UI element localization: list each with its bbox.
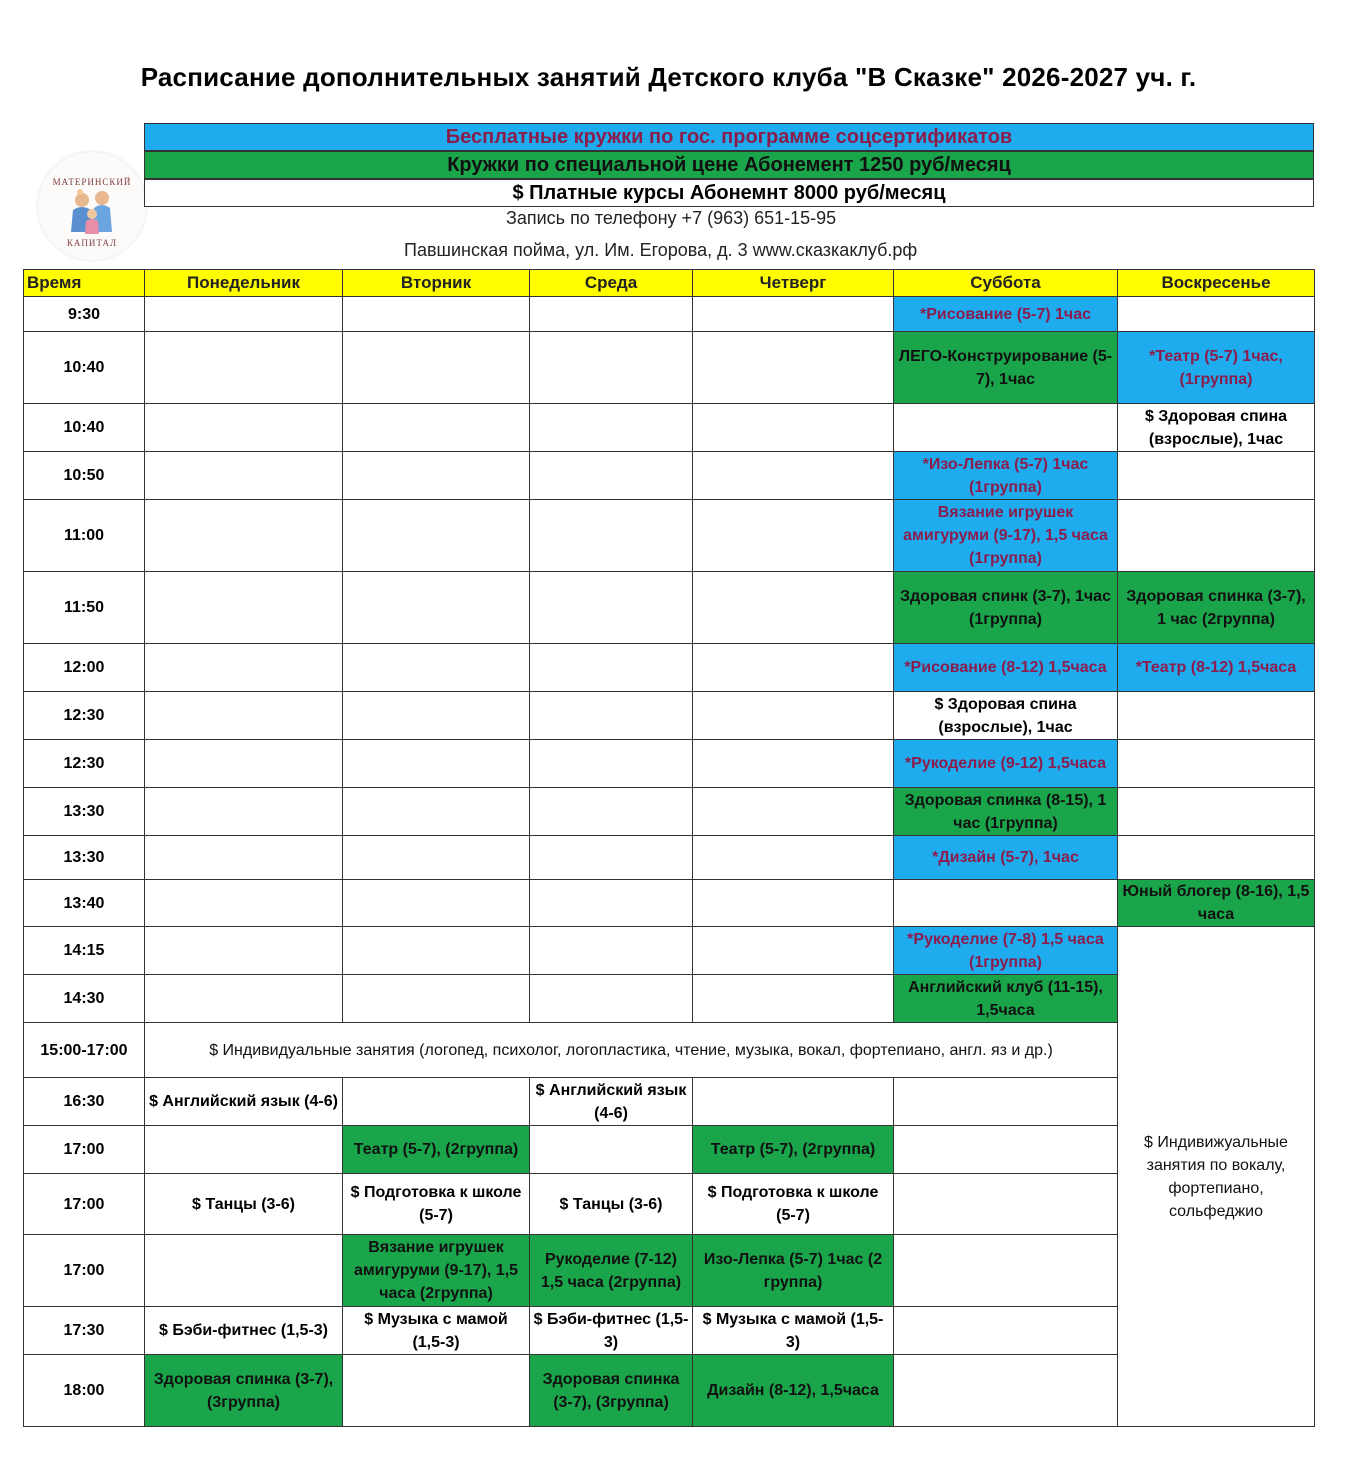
- class-cell: Здоровая спинка (3-7), 1 час (2группа): [1118, 572, 1315, 644]
- time-cell: 9:30: [24, 297, 145, 332]
- class-cell: Юный блогер (8-16), 1,5 часа: [1118, 880, 1315, 927]
- class-cell: Вязание игрушек амигуруми (9-17), 1,5 часа (2группа): [343, 1235, 530, 1307]
- time-cell: 12:00: [24, 644, 145, 692]
- table-row: [24, 297, 1315, 332]
- time-cell: 12:30: [24, 692, 145, 740]
- time-cell: 18:00: [24, 1355, 145, 1427]
- legend-free: Бесплатные кружки по гос. программе соцсертификатов: [144, 123, 1314, 151]
- individual-lessons-cell: $ Индивидуальные занятия (логопед, психолог, логопластика, чтение, музыка, вокал, фортепиано, англ. яз и др.): [145, 1023, 1118, 1078]
- time-cell: 13:30: [24, 788, 145, 836]
- header-thursday: Четверг: [693, 270, 894, 297]
- time-cell: 13:30: [24, 836, 145, 880]
- class-cell: Вязание игрушек амигуруми (9-17), 1,5 часа (1группа): [894, 500, 1118, 572]
- class-cell: Театр (5-7), (2группа): [693, 1126, 894, 1174]
- class-cell: *Рукоделие (7-8) 1,5 часа (1группа): [894, 927, 1118, 975]
- table-row: [24, 644, 1315, 692]
- class-cell: $ Танцы (3-6): [145, 1174, 343, 1235]
- table-row: [24, 332, 1315, 404]
- legend-paid: $ Платные курсы Абонемнт 8000 руб/месяц: [144, 179, 1314, 207]
- time-cell: 17:00: [24, 1235, 145, 1307]
- class-cell: *Дизайн (5-7), 1час: [894, 836, 1118, 880]
- legend-special: Кружки по специальной цене Абонемент 1250 руб/месяц: [144, 151, 1314, 179]
- class-cell: $ Здоровая спина (взрослые), 1час: [1118, 404, 1315, 452]
- time-cell: 17:30: [24, 1307, 145, 1355]
- logo-bottom-text: КАПИТАЛ: [66, 238, 118, 248]
- class-cell: ЛЕГО-Конструирование (5-7), 1час: [894, 332, 1118, 404]
- time-cell: 13:40: [24, 880, 145, 927]
- header-row: [24, 270, 1315, 297]
- time-cell: 15:00-17:00: [24, 1023, 145, 1078]
- header-sunday: Воскресенье: [1118, 270, 1315, 297]
- header-wednesday: Среда: [530, 270, 693, 297]
- time-cell: 17:00: [24, 1174, 145, 1235]
- class-cell: $ Музыка с мамой (1,5-3): [343, 1307, 530, 1355]
- class-cell: *Рукоделие (9-12) 1,5часа: [894, 740, 1118, 788]
- class-cell: *Театр (5-7) 1час, (1группа): [1118, 332, 1315, 404]
- table-row: [24, 404, 1315, 452]
- header-tuesday: Вторник: [343, 270, 530, 297]
- class-cell: $ Английский язык (4-6): [530, 1078, 693, 1126]
- maternity-capital-logo: [38, 152, 146, 260]
- address-line: Павшинская пойма, ул. Им. Егорова, д. 3 www.сказкаклуб.рф: [404, 240, 918, 260]
- class-cell: $ Бэби-фитнес (1,5-3): [530, 1307, 693, 1355]
- time-cell: 10:50: [24, 452, 145, 500]
- table-row: [24, 740, 1315, 788]
- sunday-individual-note: $ Индивижуальные занятия по вокалу, фортепиано, сольфеджио: [1118, 927, 1315, 1427]
- table-row: [24, 788, 1315, 836]
- time-cell: 14:15: [24, 927, 145, 975]
- header-monday: Понедельник: [145, 270, 343, 297]
- class-cell: Здоровая спинк (3-7), 1час (1группа): [894, 572, 1118, 644]
- class-cell: Изо-Лепка (5-7) 1час (2 группа): [693, 1235, 894, 1307]
- class-cell: Здоровая спинка (3-7), (3группа): [530, 1355, 693, 1427]
- class-cell: Здоровая спинка (8-15), 1 час (1группа): [894, 788, 1118, 836]
- class-cell: *Изо-Лепка (5-7) 1час (1группа): [894, 452, 1118, 500]
- table-row: [24, 692, 1315, 740]
- class-cell: $ Музыка с мамой (1,5-3): [693, 1307, 894, 1355]
- time-cell: 12:30: [24, 740, 145, 788]
- time-cell: 10:40: [24, 332, 145, 404]
- header-saturday: Суббота: [894, 270, 1118, 297]
- table-row: [24, 452, 1315, 500]
- table-row: [24, 836, 1315, 880]
- class-cell: $ Английский язык (4-6): [145, 1078, 343, 1126]
- class-cell: Театр (5-7), (2группа): [343, 1126, 530, 1174]
- class-cell: *Театр (8-12) 1,5часа: [1118, 644, 1315, 692]
- class-cell: Здоровая спинка (3-7), (3группа): [145, 1355, 343, 1427]
- time-cell: 10:40: [24, 404, 145, 452]
- table-row: [24, 572, 1315, 644]
- header-time: Время: [24, 270, 145, 297]
- class-cell: *Рисование (5-7) 1час: [894, 297, 1118, 332]
- class-cell: $ Подготовка к школе (5-7): [693, 1174, 894, 1235]
- phone-line: Запись по телефону +7 (963) 651-15-95: [506, 208, 837, 228]
- table-row: [24, 500, 1315, 572]
- class-cell: $ Подготовка к школе (5-7): [343, 1174, 530, 1235]
- class-cell: Дизайн (8-12), 1,5часа: [693, 1355, 894, 1427]
- time-cell: 11:00: [24, 500, 145, 572]
- class-cell: Английский клуб (11-15), 1,5часа: [894, 975, 1118, 1023]
- time-cell: 14:30: [24, 975, 145, 1023]
- class-cell: $ Здоровая спина (взрослые), 1час: [894, 692, 1118, 740]
- time-cell: 11:50: [24, 572, 145, 644]
- class-cell: Рукоделие (7-12) 1,5 часа (2группа): [530, 1235, 693, 1307]
- schedule-table: [23, 269, 1315, 1427]
- time-cell: 16:30: [24, 1078, 145, 1126]
- page-title: Расписание дополнительных занятий Детского клуба "В Сказке" 2026-2027 уч. г.: [140, 62, 1197, 92]
- logo-top-text: МАТЕРИНСКИЙ: [52, 177, 132, 187]
- time-cell: 17:00: [24, 1126, 145, 1174]
- table-row: [24, 880, 1315, 927]
- class-cell: *Рисование (8-12) 1,5часа: [894, 644, 1118, 692]
- class-cell: $ Бэби-фитнес (1,5-3): [145, 1307, 343, 1355]
- table-row: [24, 927, 1315, 975]
- class-cell: $ Танцы (3-6): [530, 1174, 693, 1235]
